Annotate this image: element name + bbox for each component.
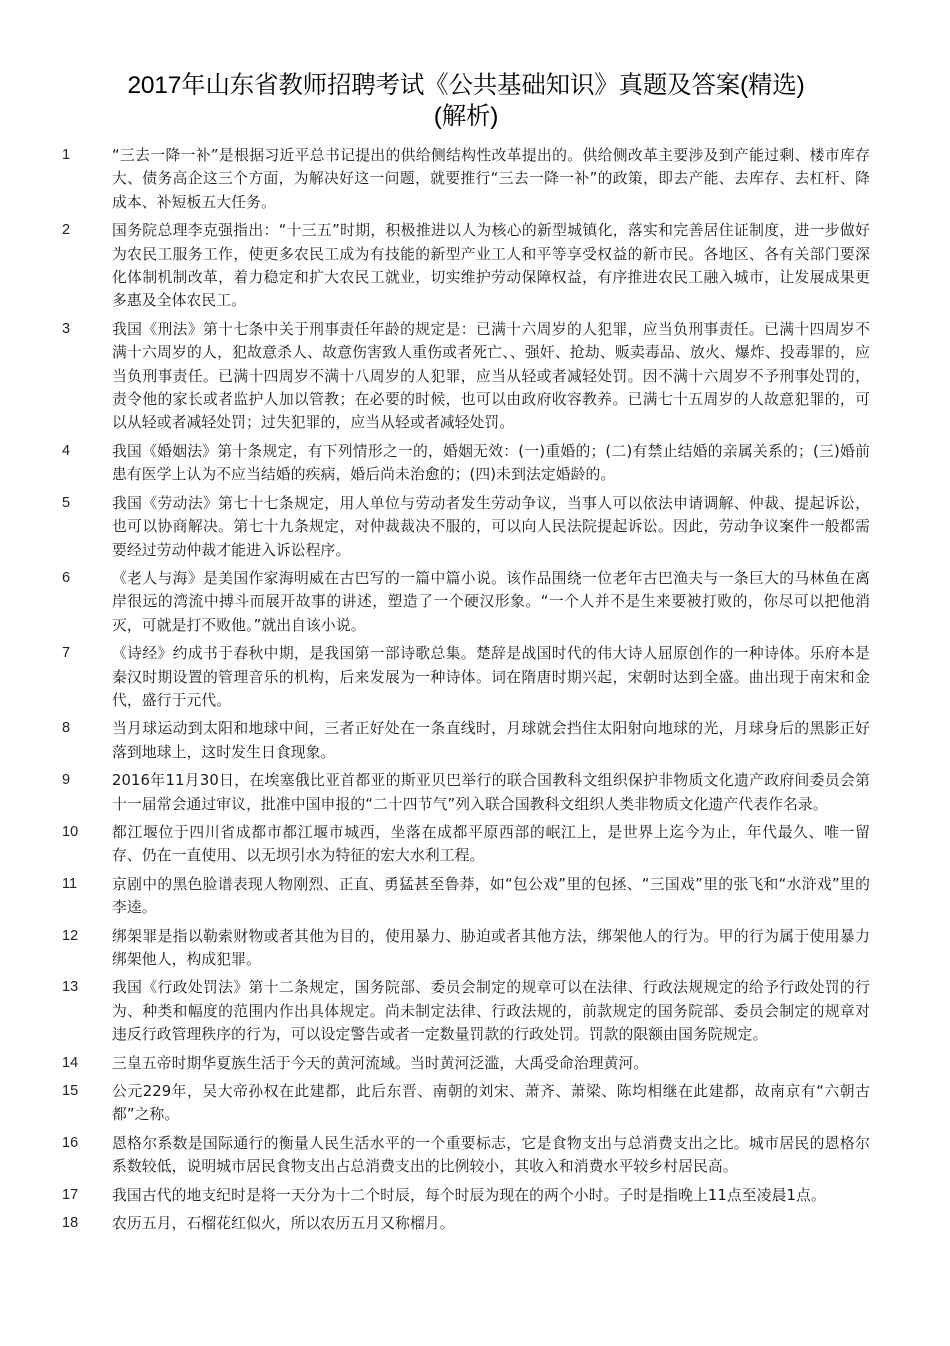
item-number: 3 [62, 320, 71, 337]
item-number: 5 [62, 494, 71, 511]
document-title [62, 70, 870, 132]
list-item [62, 492, 870, 562]
item-number: 17 [62, 1186, 79, 1203]
item-text: 都江堰位于四川省成都市都江堰市城西，坐落在成都平原西部的岷江上，是世界上迄今为止，年代最久、唯一留存、仍在一直使用、以无坝引水为特征的宏大水利工程。 [112, 823, 870, 865]
item-text: 三皇五帝时期华夏族生活于今天的黄河流域。当时黄河泛滥，大禹受命治理黄河。 [112, 1054, 649, 1072]
item-text: 我国《刑法》第十七条中关于刑事责任年龄的规定是：已满十六周岁的人犯罪，应当负刑事责任。已满十四周岁不满十六周岁的人，犯故意杀人、故意伤害致人重伤或者死亡、、强奸、抢劫、贩卖毒品、放火、爆炸、投毒罪的，应当负刑事责任。已满十四周岁不满十八周岁的人犯罪，应当从轻或者减轻处罚。因不满十六周岁不予刑事处罚的，责令他的家长或者监护人加以管教；在必要的时候，也可以由政府收容教养。已满七十五周岁的人故意犯罪的，可以从轻或者减轻处罚；过失犯罪的，应当从轻或者减轻处罚。 [112, 320, 870, 432]
item-text: 2016年11月30日，在埃塞俄比亚首都亚的斯亚贝巴举行的联合国教科文组织保护非物质文化遗产政府间委员会第十一届常会通过审议，批准中国申报的“二十四节气”列入联合国教科文组织人类非物质文化遗产代表作名录。 [112, 772, 870, 813]
list-item [62, 717, 870, 764]
list-item [62, 1052, 870, 1075]
item-text: 我国古代的地支纪时是将一天分为十二个时辰，每个时辰为现在的两个小时。子时是指晚上11点至凌晨1点。 [112, 1186, 826, 1204]
list-item [62, 642, 870, 712]
list-item [62, 821, 870, 868]
item-number: 4 [62, 442, 71, 459]
item-text: 《老人与海》是美国作家海明威在古巴写的一篇中篇小说。该作品围绕一位老年古巴渔夫与一条巨大的马林鱼在离岸很远的湾流中搏斗而展开故事的讲述，塑造了一个硬汉形象。“一个人并不是生来要被打败的，你尽可以把他消灭，可就是打不败他。”就出自该小说。 [112, 569, 870, 634]
list-item [62, 219, 870, 313]
item-number: 12 [62, 927, 79, 944]
list-item [62, 769, 870, 816]
item-text: 公元229年，吴大帝孙权在此建都，此后东晋、南朝的刘宋、萧齐、萧梁、陈均相继在此建都，故南京有“六朝古都”之称。 [112, 1083, 870, 1124]
list-item [62, 1080, 870, 1127]
item-number: 9 [62, 772, 71, 789]
list-item [62, 925, 870, 972]
title-line-2: (解析) [433, 103, 499, 130]
item-number: 10 [62, 823, 79, 840]
item-text: 《诗经》约成书于春秋中期，是我国第一部诗歌总集。楚辞是战国时代的伟大诗人屈原创作的一种诗体。乐府本是秦汉时期设置的管理音乐的机构，后来发展为一种诗体。词在隋唐时期兴起，宋朝时达到全盛。曲出现于南宋和金代，盛行于元代。 [112, 645, 870, 709]
item-text: 我国《婚姻法》第十条规定，有下列情形之一的，婚姻无效：(一)重婚的；(二)有禁止结婚的亲属关系的；(三)婚前患有医学上认为不应当结婚的疾病，婚后尚未治愈的；(四)未到法定婚龄的。 [112, 442, 870, 484]
list-item [62, 976, 870, 1046]
list-item [62, 318, 870, 435]
item-text: 绑架罪是指以勒索财物或者其他为目的，使用暴力、胁迫或者其他方法，绑架他人的行为。甲的行为属于使用暴力绑架他人，构成犯罪。 [112, 927, 870, 968]
item-number: 18 [62, 1215, 79, 1232]
item-number: 11 [62, 875, 78, 892]
list-item [62, 440, 870, 487]
item-text: “三去一降一补”是根据习近平总书记提出的供给侧结构性改革提出的。供给侧改革主要涉及到产能过剩、楼市库存大、债务高企这三个方面，为解决好这一问题，就要推行“三去一降一补”的政策，即去产能、去库存、去杠杆、降成本、补短板五大任务。 [112, 147, 870, 211]
item-text: 我国《劳动法》第七十七条规定，用人单位与劳动者发生劳动争议，当事人可以依法申请调解、仲裁、提起诉讼，也可以协商解决。第七十九条规定，对仲裁裁决不服的，可以向人民法院提起诉讼。因此，劳动争议案件一般都需要经过劳动仲裁才能进入诉讼程序。 [112, 494, 870, 559]
answer-list [62, 144, 870, 1235]
list-item [62, 144, 870, 214]
item-text: 国务院总理李克强指出：“十三五”时期，积极推进以人为核心的新型城镇化，落实和完善居住证制度，进一步做好为农民工服务工作，使更多农民工成为有技能的新型产业工人和平等享受权益的新市民。各地区、各有关部门要深化体制机制改革，着力稳定和扩大农民工就业，切实维护劳动保障权益，有序推进农民工融入城市，让发展成果更多惠及全体农民工。 [112, 222, 870, 310]
item-number: 2 [62, 222, 71, 239]
title-line-1: 2017年山东省教师招聘考试《公共基础知识》真题及答案(精选) [127, 72, 805, 99]
item-text: 我国《行政处罚法》第十二条规定，国务院部、委员会制定的规章可以在法律、行政法规规定的给予行政处罚的行为、种类和幅度的范围内作出具体规定。尚未制定法律、行政法规的，前款规定的国务院部、委员会制定的规章对违反行政管理秩序的行为，可以设定警告或者一定数量罚款的行政处罚。罚款的限额由国务院规定。 [112, 979, 870, 1044]
item-text: 当月球运动到太阳和地球中间，三者正好处在一条直线时，月球就会挡住太阳射向地球的光，月球身后的黑影正好落到地球上，这时发生日食现象。 [112, 720, 870, 761]
item-number: 14 [62, 1054, 79, 1071]
item-text: 恩格尔系数是国际通行的衡量人民生活水平的一个重要标志，它是食物支出与总消费支出之比。城市居民的恩格尔系数较低，说明城市居民食物支出占总消费支出的比例较小，其收入和消费水平较乡村居民高。 [112, 1134, 870, 1176]
list-item [62, 873, 870, 920]
list-item [62, 567, 870, 637]
item-number: 15 [62, 1083, 79, 1100]
item-number: 8 [62, 720, 71, 737]
list-item [62, 1212, 870, 1235]
item-number: 16 [62, 1134, 79, 1151]
item-number: 13 [62, 979, 79, 996]
item-number: 6 [62, 569, 71, 586]
item-text: 农历五月，石榴花红似火，所以农历五月又称榴月。 [112, 1215, 455, 1233]
item-text: 京剧中的黑色脸谱表现人物刚烈、正直、勇猛甚至鲁莽，如“包公戏”里的包拯、“三国戏”里的张飞和“水浒戏”里的李逵。 [112, 875, 870, 917]
item-number: 7 [62, 645, 71, 662]
list-item [62, 1184, 870, 1207]
item-number: 1 [62, 147, 71, 163]
list-item [62, 1132, 870, 1179]
